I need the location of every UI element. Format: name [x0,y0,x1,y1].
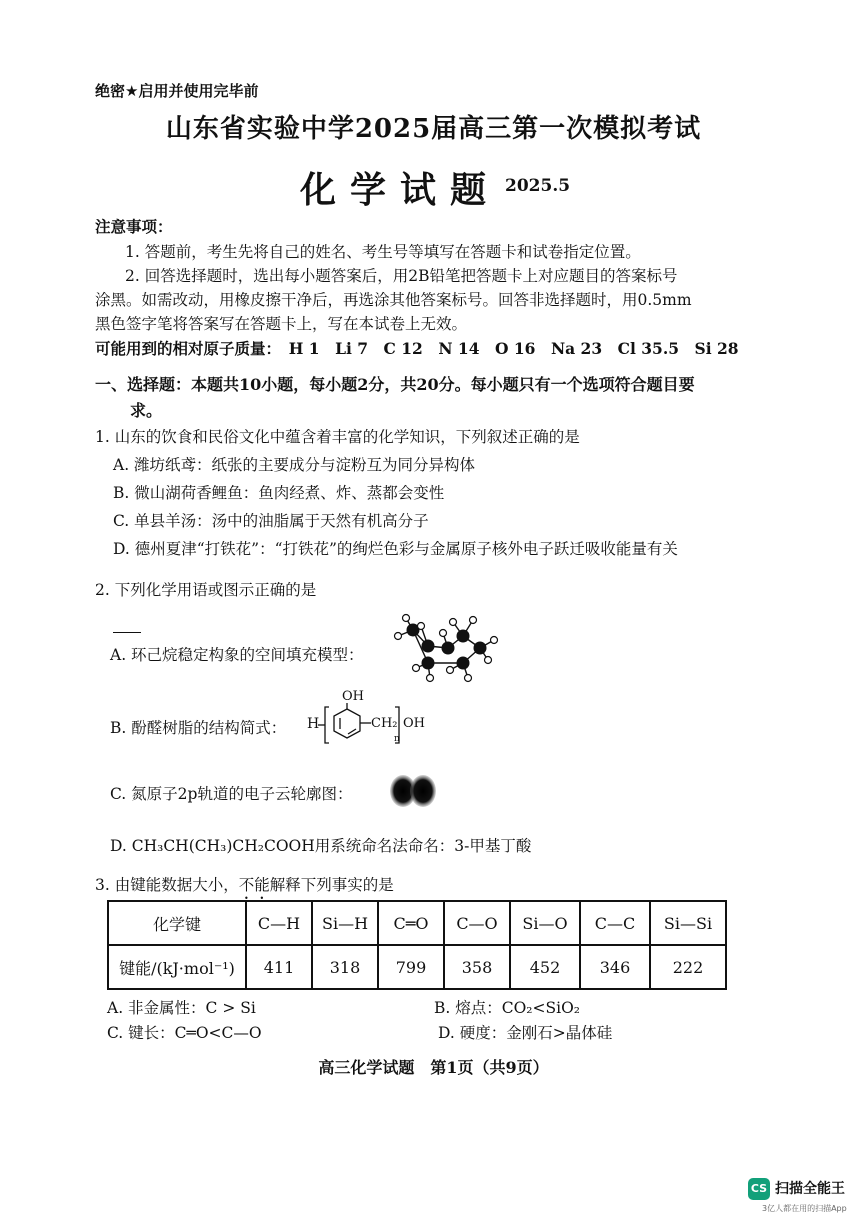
section-heading: 一、选择题：本题共10小题，每小题2分，共20分。每小题只有一个选项符合题目要 [95,375,695,394]
structure-n-subscript: n [394,734,400,744]
q3-option-a: A. 非金属性：C > Si [107,999,256,1017]
table-header-cell: C—O [444,901,510,945]
section-heading-cont: 求。 [130,401,163,420]
camscanner-logo: CS [748,1178,770,1200]
table-header-cell: Si—O [510,901,580,945]
q1-option-c: C. 单县羊汤：汤中的油脂属于天然有机高分子 [113,512,429,530]
structure-oh-end: OH [403,716,425,731]
notes-item-2-line-2: 涂黑。如需改动，用橡皮擦干净后，再选涂其他答案标号。回答非选择题时，用0.5mm [95,291,692,309]
table-header-cell: Si—Si [650,901,726,945]
q2-option-b: B. 酚醛树脂的结构简式： [110,719,287,737]
subject-title: 化学试题 [300,169,501,211]
table-cell: 411 [246,945,312,989]
table-cell: 452 [510,945,580,989]
table-cell: 799 [378,945,444,989]
bond-energy-table [107,900,727,990]
table-header-cell: 化学键 [108,901,246,945]
notes-item-1: 1. 答题前，考生先将自己的姓名、考生号等填写在答题卡和试卷指定位置。 [125,243,641,261]
q3-option-d: D. 硬度：金刚石>晶体硅 [438,1024,613,1042]
page-footer: 高三化学试题 第1页（共9页） [318,1058,549,1077]
cyclohexane-model-image [388,608,503,686]
q2-option-c: C. 氮原子2p轨道的电子云轮廓图： [110,785,353,803]
table-header-row [108,901,726,945]
table-cell: 键能/(kJ·mol⁻¹) [108,945,246,989]
confidential-label: 绝密★启用并使用完毕前 [95,82,259,100]
table-cell: 318 [312,945,378,989]
notes-item-2-line-3: 黑色签字笔将答案写在答题卡上，写在本试卷上无效。 [95,315,468,333]
table-cell: 358 [444,945,510,989]
structure-oh-top: OH [342,689,364,704]
q1-option-d: D. 德州夏津“打铁花”：“打铁花”的绚烂色彩与金属原子核外电子跃迁吸收能量有关 [113,540,678,558]
q2-stem: 2. 下列化学用语或图示正确的是 [95,581,317,599]
q3-stem-pre: 3. 由键能数据大小， [95,876,239,894]
exam-title: 山东省实验中学2025届高三第一次模拟考试 [165,114,702,144]
camscanner-name: 扫描全能王 [775,1181,845,1197]
q3-stem-emphasis: 不能 [238,876,270,894]
p-orbital-cloud-image [388,772,438,810]
table-header-cell: Si—H [312,901,378,945]
q2-option-a: A. 环己烷稳定构象的空间填充模型： [110,646,364,664]
notes-item-2-line-1: 2. 回答选择题时，选出每小题答案后，用2B铅笔把答题卡上对应题目的答案标号 [125,267,678,285]
exam-date: 2025.5 [505,176,571,196]
q3-stem-post: 解释下列事实的是 [269,876,394,894]
q1-option-b: B. 微山湖荷香鲤鱼：鱼肉经煮、炸、蒸都会变性 [113,484,445,502]
table-cell: 346 [580,945,650,989]
table-header-cell: C—H [246,901,312,945]
q2-option-d: D. CH₃CH(CH₃)CH₂COOH用系统命名法命名：3-甲基丁酸 [110,837,532,855]
table-row [108,945,726,989]
q3-option-b: B. 熔点：CO₂<SiO₂ [434,999,581,1017]
margin-mark [113,632,141,633]
camscanner-tagline: 3亿人都在用的扫描App [762,1204,847,1213]
atomic-masses: 可能用到的相对原子质量： H 1 Li 7 C 12 N 14 O 16 Na 23 Cl 35.5 Si 28 [95,339,739,358]
q3-stem [95,873,394,903]
phenolic-resin-structure [307,689,432,749]
structure-ch2: CH₂ [371,716,398,731]
table-cell: 222 [650,945,726,989]
table-header-cell: C═O [378,901,444,945]
structure-h-end: H [307,716,320,732]
q1-stem: 1. 山东的饮食和民俗文化中蕴含着丰富的化学知识，下列叙述正确的是 [95,428,580,446]
q3-option-c: C. 键长：C═O<C—O [107,1024,262,1042]
notes-title: 注意事项： [95,217,173,236]
table-header-cell: C—C [580,901,650,945]
q1-option-a: A. 潍坊纸鸢：纸张的主要成分与淀粉互为同分异构体 [113,456,476,474]
